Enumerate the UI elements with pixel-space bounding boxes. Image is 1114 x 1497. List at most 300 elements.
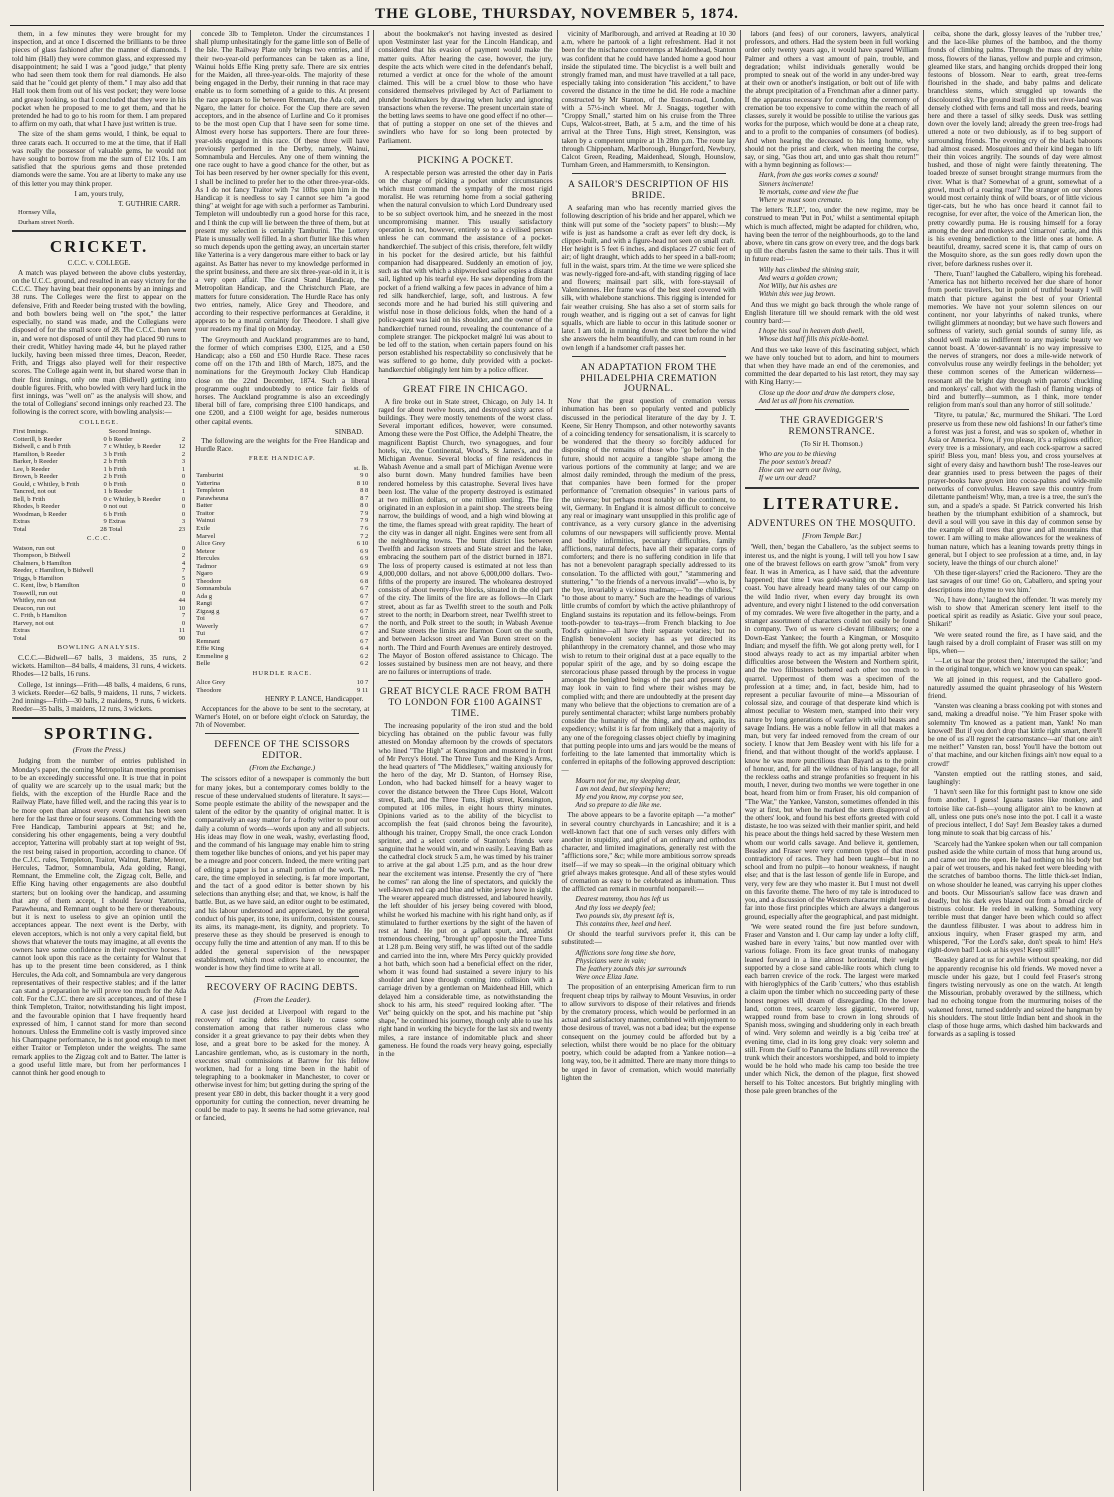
table-cell: Triggs, b Hamilton xyxy=(13,574,64,582)
table-cell: c Whitley, b Reeder xyxy=(108,443,161,451)
table-row xyxy=(195,472,369,480)
table-cell: c Whitley, b Reeder xyxy=(108,495,161,503)
table-row xyxy=(195,495,369,503)
innings-header: Second Innings. xyxy=(108,428,152,436)
fire-text: A fire broke out in State street, Chicago, on July 14. It raged for about twelve hours, and destroyed sixty acres of buildings. They were mostly tenements of the worst class. Several important edifices, however, were consumed. Among these were the Post Office, the Adelphi Theatre, the magnificent Baptist Church, two synagogues, and four hotels, viz, the Continental, Wood's, St James's, and the Michigan Avenue. Several blocks of fine residences in Wabash Avenue and a small part of Michigan Avenue were also burnt down. Many hundred families have been rendered homeless by this catastrophe. Several lives have been lost. The value of the property destroyed is estimated at two million dollars, or one million sterling. The fire originated in an explosion in a paint shop. The streets being narrow, the buildings of wood, and a high wind blowing at the time, the flames spread with great rapidity. The heart of the city was in danger all night. Engines were sent from all the neighbouring towns. The burnt district lies between Twelfth and Jackson streets and State street and the lake, embracing the southern part of the district burned in 1871. The loss of property caused is estimated at not less than 4,000,000 dollars, and not above 6,000,000 dollars. Two-fifths of the property are insured. The wholearea destroyed consists of about twenty-five blocks, situated in the old part of the city. The limits of the fire are as follows—In Clark street, about as far as Twelfth street to the south and Polk street to the north; in Dearborn street, near Twelfth street to the north, and Polk street to the south; in Wabash Avenue and State streets the limits are Harmon Court on the south, and between Jackson street and Van Buren street on the north. The Third and Fourth Avenues are entirely destroyed. The Mayor of Boston offered assistance to Chicago. The losses sustained by business men are not heavy, and there are no failures or interruptions of trade. xyxy=(378,397,553,677)
mosquito-text: '—Let us hear the protest then,' interrupted the sailor; 'and in the original tongue, which we know you can speak.' xyxy=(927,657,1103,674)
scissors-title: DEFENCE OF THE SCISSORS EDITOR. xyxy=(214,740,351,761)
table-cell: Whitley, run out xyxy=(13,597,56,605)
table-cell: 6 7 xyxy=(360,607,369,615)
quote-verse xyxy=(759,389,905,405)
table-row xyxy=(195,578,369,586)
table-cell: 1 xyxy=(103,465,107,473)
table-row xyxy=(195,517,369,525)
table-cell: 2 xyxy=(181,435,186,443)
column-2 xyxy=(191,30,374,1491)
columns xyxy=(8,30,1106,1491)
table-cell: 6 9 xyxy=(360,555,369,563)
letter-signature: T. GUTHRIE CARR. xyxy=(118,200,181,209)
masthead: THE GLOBE, THURSDAY, NOVEMBER 5, 1874. xyxy=(10,3,1104,26)
gravedigger-title: THE GRAVEDIGGER'S REMONSTRANCE. xyxy=(779,415,884,437)
ccc-scorecard xyxy=(12,545,186,643)
verse-line: Ye mortals, come and view the flue xyxy=(758,187,859,196)
table-cell: 0 xyxy=(181,582,186,590)
verse-line: I am not dead, but sleeping here; xyxy=(575,784,671,793)
table-row xyxy=(195,593,369,601)
bowling-header: BOWLING ANALYSIS. xyxy=(57,644,141,652)
debts-source: (From the Leader). xyxy=(253,995,311,1005)
verse-line: If we urn our dead? xyxy=(758,474,816,483)
table-row xyxy=(12,612,186,620)
ccc-header: C.C.C. xyxy=(87,535,112,543)
column-6 xyxy=(924,30,1106,1491)
table-row xyxy=(12,503,186,511)
mosquito-text: 'Vansten was cleaning a brass cooking pot with stones and sand, making a dreadful noise. "Ye him Fraser spoke with solemnity 'I'm knowed as a patient man, Yank! No man knowed! But if you don't drop that kittle right smart, there'll be one of us a'll regret the catrsomstance—an' that one ain't me neither!" Vansten ran, boss! You'll have the bottom out o' that machine, and our kitchen fixings ain't now equal to a crowd!' xyxy=(927,702,1103,768)
table-cell: Extras xyxy=(13,518,30,526)
mosquito-text: 'Scarcely had the Yankee spoken when our tall companion pushed aside the white curtain of moss that hung around us, and came out into the open. He had nothing on his body but a pair of wet trousers, and his naked feet were bleeding with the scratches of bamboo thorns. The little thick-set Indian, on whose shoulder he leaned, was carrying his upper clothes and boots. Our Missourian's sallow face was drawn and deadly, but his dark eyes blazed out from a broad circle of bistrous colour. He reeled in walking. Something very terrible must that danger have been which could so affect the dauntless filibuster. I was about to address him in anxious inquiry, when Fraser grasped my arm, and whispered, "For the Lord's sake, don't speak to him! He's right-down bad! Look at his eyes! Keep still!" xyxy=(927,839,1103,955)
table-cell: 7 9 xyxy=(360,509,369,517)
table-cell: 3 xyxy=(181,458,186,466)
mosquito-text: 'Tityre, tu patulæ,' &c, murmured the Shikari. 'The Lord preserve us from these new old fashions! In our father's time a forest was just a forest, and was so spoken of, whether in Asia or America. Now, if you please, it's a religious edifice; every tree is a missionary, and each cock-sparrow a sacred spirit! Bless you, man! bless you, and cross yourselves at sight of every daisy and hawthorn bush! The rose-leaves our dear grannies used to press between the pages of their prayer-books have grown into cocoa-palms and wide-mile networks of convolvulus. Heaven save this country from dilettante pantheism! Why, man, a tree is a tree, the sun's the sun, and a spade's a spade. St Patrick converted his Irish heathen by the triumphant exhibition of a shamrock, but devil a soul will you save in this day of common sense by the example of all trees that grow and all mountains that tower. I am willing to make allowances for the weakness of human nature, which has a leaning towards pretty things in general, but I object to see profession at a time, and, in lay society, leave the things of our church alone!' xyxy=(927,411,1103,567)
debts-text: A case just decided at Liverpool with regard to the recovery of racing debts is likely to cause some consternation among that rather numerous class who consider it a great grievance to pay their debts when they lose, and a great bore to be asked for the money. A Lancashire gentleman, who, as is customary in the north, executes small commissions at Barrow for his fellow workmen, had for a long time been in the habit of telegraphing to a bookmaker in Manchester, to cover or otherwise invest for him; but getting during the spring of the present year £80 in debt, this backer thought it a very good opportunity for cutting the connection, never dreaming he could be made to pay. It seems he had some grievance, real or fancied, xyxy=(195,1007,370,1123)
mosquito-text: 'There, Tuan!' laughed the Caballero, wiping his forehead. 'America has not hitherto received her due share of honor from poetic travellers, but in point of truthful beauty I will match that picture against the best of your Oriental memories. We have not your solemn silences on our continent, nor your labyrinths of naked trunks, where twilight glimmers at noonday; but we have such flowers and softness of variety, such genial sounds of sunny life, as should well make us indifferent to any majestic beauty we cannot boast. A 'dower-savannah' is no way impressive to the nerves of strangers, nor does a mile-wide network of convolvulus rouse any weirdly feelings in the beholder; yet these common scenes of the American wilderness—resonant all the bright day through with parrots' chuckling and monkeys' call, shot with the flash of flaming wings of bird and butterfly—summon, as I think, more tender religion from man's soul than any horror of still solitude.' xyxy=(927,269,1103,410)
table-row xyxy=(12,473,186,481)
verse-line: And thy loss we deeply feel; xyxy=(575,903,656,912)
table-cell: 3 xyxy=(103,450,107,458)
table-cell: Extras xyxy=(13,627,30,635)
verse-line: Afflictions sore long time she bore, xyxy=(575,948,676,957)
table-cell: Barker, b Reeder xyxy=(13,458,58,466)
table-row xyxy=(12,511,186,519)
table-cell: Tamburini xyxy=(196,472,224,480)
divider xyxy=(755,409,909,410)
divider xyxy=(388,149,542,150)
table-cell: 6 8 xyxy=(360,577,369,585)
verse-line: And let us all from his cremation. xyxy=(758,396,855,405)
table-cell: Chalmers, b Hamilton xyxy=(13,559,72,567)
table-row xyxy=(195,510,369,518)
letter-text: The size of the sham gems would, I think, be equal to three carats each. It occurred to me at the time, that if Hall was really the possessor of valuable gems, he would not have sought to borrow from me the sum of £12 10s. I am satisfied that the spurious gems and those pretended diamonds were the same. You are at liberty to make any use of this letter you may think proper. xyxy=(12,130,187,188)
table-cell: 10 7 xyxy=(356,679,369,687)
mosquito-text: 'We were seated round the fire just before sundown, Fraser and Vanston and I. Our camp lay under a lofty cliff, washed bare in every 'rains,' but now mantled over with various foliage. From its face great trunks of mahogany leaned forward in a line almost horizontal, their weight supported by a close sand cable-like roots which clung to each barren crevice of the rock. The largest were marked with hieroglyphics of the Carib 'cutters,' who thus establish a claim upon the timber which no succeeding party of these honest negroes will dream of disregarding. On the lower land, cotton trees, scarcely less gigantic, towered up, wrapped round from base to crown in long shrouds of Spanish moss, swinging and shuddering only in each breath of wind. Very solemn and weirdly is a big 'ceiba tree' at evening time, clad in its long grey cloak: very solemn and still. From the Gulf to Panama the Indians still reverence the trunk which their ancestors worshipped, and bold to impiety would be he hold who made his camp too beside the tree under which Nick, the demon of the plague, first showed herself to his Toltec ancestors. But brightly mingling with those pale green branches of the xyxy=(744,922,919,1095)
table-cell: b Frith xyxy=(108,465,127,473)
table-row xyxy=(12,436,186,444)
table-row xyxy=(195,679,369,687)
verse-line: Mourn not for me, my sleeping dear, xyxy=(575,776,681,785)
table-cell: b Reeder xyxy=(108,435,133,443)
table-cell: 2 xyxy=(103,458,107,466)
table-row xyxy=(195,600,369,608)
verse-line: My end you know, my corpse you see, xyxy=(575,793,684,801)
table-cell: 0 xyxy=(181,503,186,511)
table-cell: Traitor xyxy=(196,509,215,517)
table-cell: Woodman, b Reeder xyxy=(13,510,67,518)
epitaph-verse xyxy=(576,949,722,982)
scissors-text: The scissors editor of a newspaper is commonly the butt for many jokes, but a contemporary comes boldly to the rescue of these undervalued students of literature. It says:—Some people estimate the ability of the newspaper and the talent of the editor by the quantity of original matter. It is comparatively an easy matter for a frothy writer to pour out daily a column of words—words upon any and all subjects. His ideas may flow in one weak, washy, everlasting flood, and the command of his language may enable him to string them together like bunches of onions, and yet his paper may be a meagre and poor concern. Indeed, the mere writing part of editing a paper is but a small portion of the work. The care, the time employed in selecting, is far more important, and the tact of a good editor is better shown by his selections than anything else; and that, we know, is half the battle. But, as we have said, an editor ought to be estimated, and his labour understood and appreciated, by the general conduct of his paper, its tone, its uniform, consistent course, its aims, its manage-ment, its dignity, and propriety. To preserve these as they should be preserved is enough to occupy fully the time and attention of any man. If to this be added the general supervision of the newspaper establishment, which most editors have to encounter, the wonder is how they find time to write at all. xyxy=(195,775,370,973)
table-cell: Deacon, run out xyxy=(13,604,56,612)
college-header: COLLEGE. xyxy=(79,418,119,426)
table-cell: Total xyxy=(13,634,27,642)
table-row xyxy=(12,552,186,560)
table-cell: 6 9 xyxy=(360,570,369,578)
pocket-title: PICKING A POCKET. xyxy=(417,155,514,166)
mosquito-text: 'Well, then,' began the Caballero, 'as the subject seems to interest us, and the night is young, I will tell you how I saw one of the bravest fellows on earth grow "smok" from very fear. It was in America, as I have said, that the adventure happened; that time I was gold-washing on the Mosquito coast. You have already heard many tales of our camp on the wild Indio river, when every day brought its own adventure, and every night I listened to the odd conversation of my comrades. We were five altogether in the party, and a stranger assortment of characters could not easily be found in company. Two of us were ci-devant filibusters; one a Down-East Yankee; the fourth a Kingman, or Mosquito Indian; and myself the fifth. We got along pretty well, for I stood always ready to act as my impartial arbiter when difficulties arose between the Western and Northern spirit, and the two filibusters bothered each other too much to quarrel. Uppermost of them was a specimen of the profession at a time; and, in fact, beside him, had to represent a peculiar favourite of mine—a Missourian of colossal size, and courage of that desperate kind which is almost peculiar to Western men, stamped into their very nature by long generations of warfare with wild beasts and savage Indians. He was a noble fellow in all that makes a man, but very far indeed removed from the cream of our society. I know that Jem Beasley went with his life for a friend, and that without thought of the world's applause. I know he was more punctilious than Bayard as to the point of honour, and, for all the wildness of his language, for all the reckless oaths and strange profanities so frequent in his mouth, I never, during two months we were together in one boat, heard from him or from Fraser, his old companion of "The War," the Yankee, Vanston, sometimes offended in this way at first, but when he marked the stern disapproval of the others' look, and found his best efforts greeted with cold distaste, he too was seized with their manlier spirit, and held his peace about the things held sacred by these Western men whom our world calls savage. And believe it, gentlemen, Beasley and Fraser were very common types of that most contradictory of races. They had been taught—but in no school and from no pulpit—to honour weakness, if naught else; and that is the last lesson of gentle life in Europe, and very, very few are they who master it. But I must not dwell on this favorite theme. The hero of my tale is introduced to you, and a discussion of the Western character might lead us far into those first principles which are always a dangerous ground, especially after the geographical, and past midnight. xyxy=(744,543,919,921)
table-cell: 6 7 xyxy=(360,622,369,630)
mosquito-text: We all joined in this request, and the Caballero good-naturedly assumed the quaint phraseology of his Western friend. xyxy=(927,675,1103,701)
cricket-report: A match was played between the above clubs yesterday, on the U.C.C. ground, and resulted in an easy victory for the C.C.C. They having beat their opponents by an innings and 38 runs. The Colleges were the first to appear on the defensive, Frith and Reeder being trusted with the bowling, and both bowlers being well on "the spot," the latter especially, no stand was made, and the Collegians were disposed of for the small score of 28. The C.C.C. then went in, and were not disposed of until they had placed 90 runs to their credit, Whitley having made 44, but he played rather luckily, having been missed three times, Deacon, Reeder, Frith, and Triggs also played well for their respective scores. The College again went in, but shared worse than in their first innings, only one man (Bidwell) getting into double figures. Frith, who bowled with very hard luck in the first innings, was "well on" as the analysis will show, and the total of Collegians' second innings only reached 23. The following is the correct score, with bowling analysis:— xyxy=(12,268,187,417)
epitaph-verse xyxy=(759,327,905,343)
table-cell: Tadmor xyxy=(196,562,217,570)
table-row xyxy=(195,687,369,695)
table-cell: Exile xyxy=(196,525,211,532)
epitaph-verse xyxy=(576,777,722,810)
weights-intro: The following are the weights for the Free Handicap and Hurdle Race. xyxy=(195,436,370,454)
hymn-verse xyxy=(759,171,905,204)
table-cell: 0 xyxy=(103,480,107,488)
table-cell: Meteor xyxy=(196,547,216,555)
table-cell: 0 xyxy=(181,510,186,518)
mosquito-source: [From Temple Bar.] xyxy=(801,530,862,540)
mosquito-text: 'We were seated round the fire, as I have said, and the laugh raised by a droll complaint of Fraser was still on my lips, when— xyxy=(927,630,1103,656)
table-row xyxy=(195,570,369,578)
verse-line: How can we earn our living, xyxy=(758,466,841,475)
table-cell: 1 xyxy=(103,488,107,496)
divider xyxy=(12,717,186,719)
cremation-text: The above appears to be a favorite epitaph —"a mother" in several country churchyards in Lancashire; and it is a well-known fact that one of such verses only differs with another in stupidity, and grief of an ordinary and orthodox character, and limited imaginations, generally rest with the "afflictions sore," &c; while more ambitious sorrow spreads itself—if we may so speak—in the original obituary which grief always makes grotesque. And all of these styles would of cremation as easy to be celebrated as inhumation. Thus the afflicted can remark in mournful nonpareil:— xyxy=(561,811,736,894)
table-cell: Theodore xyxy=(196,577,222,585)
verse-line: Sinners incinerate! xyxy=(758,179,814,188)
fire-title: GREAT FIRE IN CHICAGO. xyxy=(403,384,528,395)
table-cell: not out xyxy=(108,503,128,511)
table-cell: Ada g xyxy=(196,592,213,600)
verse-line: And so prepare to die like me. xyxy=(575,801,662,810)
free-handicap-table xyxy=(195,465,369,668)
table-cell: 2 xyxy=(103,473,107,481)
table-cell: 2 xyxy=(181,552,186,560)
sporting-text: Judging from the number of entries published in Monday's paper, the coming Metropolitan meeting promises to be an exceedingly successful one. It is true that in point of quality we are scarcely up to the usual mark; but the fields, with the exception of the Hurdle Race and the Railway Plate, have filled well, and the racing this year is to be more open than almost every event that has been seen here for the last three or four seasons. Commencing with the Free Handicap, Tamburini appears at 9st; and he, considering his other engagements, being a very doubtful acceptor, Yatterina will probably start at top weight of 9st, the rest being raised in proportion, according to chance. Of the C.J.C. rules, Templeton, Traitor, Walnut, Batter, Meteor, Hercules, Tadmor, Somnambula, Ada golding, Rangi, Remnant, the Emmeline colt, the Zigzag colt, Belle, and Effie King having other engagements are also doubtful starters; but on looking over the handicap, and assuming that any of them accept, I should favour Yatterina, Parawheuna, and Remnant ought to be there or thereabouts; but it is next to useless to give an opinion until the acceptances appear. The next event is the Derby, with eleven acceptors, which is not only a very capital field, but shows that whatever the touts may imagine, at all events the owners have some confidence in their respective horses. I cannot look upon this race as the certainty for Walnut that has up to the present time been considered, as I think Hercules, the Ada colt, and Somnambula are very dangerous representatives of their respective stables; and if the latter can stand a preparation he will prove too much for the Ada colt. For the C.J.C. there are six acceptances, and of these I think Templeton, Traitor, notwithstanding his light impost, and the favourable opinion that I have frequently heard expressed of him, I cannot stand for more than second honours. Unless the Emmeline colt is vastly improved since his Champagne performance, he is not good enough to meet either Traitor or Templeton under the weights. The same remark applies to the Zigzag colt and to Batter. The latter is a good useful little mare, but from her performances I cannot think her good enough to xyxy=(12,757,187,1078)
table-cell: 6 9 xyxy=(360,562,369,570)
verse-line: The poor sexton's bread? xyxy=(758,458,832,466)
mosquito-text: 'No, I have done,' laughed the offender. 'It was merely my wish to show that American scenery lent itself to the poetical spirit as readily as Asiatic. Give your soul peace, Shikari!' xyxy=(927,595,1103,629)
hurdle-race-header: HURDLE RACE. xyxy=(252,669,313,677)
table-cell: 8 0 xyxy=(360,502,369,510)
table-row xyxy=(12,575,186,583)
table-cell: Templeton xyxy=(196,487,225,495)
table-cell: Total xyxy=(108,525,123,533)
verse-line: Not Willy, but his ashes are xyxy=(758,282,838,291)
table-row xyxy=(12,567,186,575)
table-cell: Harvey, not out xyxy=(13,619,54,627)
table-row xyxy=(195,540,369,548)
cremation-title: AN ADAPTATION FROM THE PHILADELPHIA CREMATION JOURNAL. xyxy=(580,362,718,395)
divider xyxy=(12,230,186,232)
table-row xyxy=(12,488,186,496)
bicycle-text: The increasing popularity of the iron stud and the bold bicycling has obtained on the public favour was fully attested on Monday afternoon by the crowds of spectators who lined "The High" at Kensington and mustered in front of Mr Percy's Hotel. The Three Tuns and the King's Arms, the head quarters of "The Middlesex," waiting anxiously for the hero of the day, Mr D. Stanton, of Hornsey Rise, London, who had backed himself for a heavy wager to cover the distance between the Three Cups Hotel, Walcott street, Bath, and the Three Tuns, High street, Kensington, computed at 106 miles, in eight hours thirty minutes. Opinions varied as to the ability of the bicyclist to accomplish the feat (said chronos being the favourite), although his trainer, Croppy Small, the once crack London sprinter, and a select coterie of Stanton's friends were sanguine that he would win, and win easily. Leaving Bath as the cathedral clock struck 5 a.m, he was timed by his trainer to arrive at the gal about 1.25 p.m, and as the hour drew near the excitement was intense. Presently the cry of "here he comes" ran along the line of spectators, and quickly the well-known red cap and blue and white jersey hove in sight. The wearer appeared much distressed, and laboured heavily, the left shoulder of his jersey being covered with blood, whilst he worked his machine with his right hand only, as if stimulated to further exertions by the sight of the haven of rest at hand. He put on a gallant spurt, and, amidst tremendous cheering, "brought up" opposite the Three Tuns at 1.28 p.m. Being very stiff, he was lifted out of the saddle and carried into the inn, where Mrs Percy quickly provided a hot bath, which soon had a beneficial effect on the rider, whom it was found had sustained a severe injury to his shoulder and knee through coming into collision with a carriage driven by a gentleman on Maidenhead Hill, which delayed him a considerable time, as notwithstanding the shock to his arm, his steed" required looking after. "The Vet" being quickly on the spot, and his machine put "ship shape," he continued his journey, though only able to use his right hand in working the bicycle for the last six and twenty miles, a rare instance of indomitable pluck and sheer gameness. He found the roads very heavy going, especially in the xyxy=(378,721,553,1059)
table-cell: C. Frith, b Hamilton xyxy=(13,612,67,620)
table-cell: 6 4 xyxy=(360,645,369,653)
table-row xyxy=(195,548,369,556)
table-row xyxy=(195,487,369,495)
table-cell: Somnambula xyxy=(196,585,231,593)
table-cell: Bell, b Frith xyxy=(13,495,46,503)
table-cell: Alice Grey xyxy=(196,540,226,548)
table-cell: b Frith xyxy=(108,450,127,458)
bicycle-text: vicinity of Marlborough, and arrived at Reading at 10 30 a.m, where he partook of a light refreshment. Had it not been for the mischance contretemps at Maidenhead, Stanton was confident that he could have landed home a good hour inside the stipulated time. The bicyclist is a well built and strongly framed man, and must have travelled at a tall pace, especially taking into consideration "his accident," to have covered the distance in the time he did. He rode a machine constructed by Mr Stanton, of the Euston-road, London, with a 57½-inch wheel. Mr J. Snaggs, together with "Croppy Small," started him on his cruise from the Three Cups, Walcot-street, Bath, at 5 a.m, and the time of his arrival at the Three Tuns, High street, Kensington, was taken by a competent umpire at 1h 28m p.m. The route lay through Chippenham, Marlborough, Hungerford, Newbury, Calcot Green, Reading, Maidenhead, Slough, Hounslow, Turnham Green, and Hammersmith, to Kensington. xyxy=(561,30,736,170)
acceptance-note: Acceptances for the above to be sent to the secretary, at Warner's Hotel, on or before eight o'clock on Saturday, the 7th of November. xyxy=(195,704,370,729)
table-cell: b Reeder xyxy=(108,488,133,496)
table-row xyxy=(195,623,369,631)
mosquito-text: ceiba, shone the dark, glossy leaves of the 'rubber tree,' and the lace-like plumes of the bamboo, and the thorny fronds of climbing palms. Through the mass of dry white moss, flowers of the lianas, yellow and purple and crimson, gleamed like stars, and hanging orchids dropped their long festoons of blossom. Near to earth, great tree-ferns flourished in the shade, and baby palms and delicate branchless stems, which struggled up towards the discoloured sky. The ground itself in this wet river-land was densely clothed with ferns and tall moss and reeds, bearing here and there a tassel of silky seeds. Dusk was settling down over the lovely land; already the green tree-frogs had uttered a note or two dubiously, as if to beg support of surrounding friends. The evening cry of the black baboons had almost ceased. Mosquitoes and their kind began to lift their thin voices angrily. The sounds of day were almost hushed, and those of night were faintly threatening. The loaded breeze of sunset brought strange murmurs from the river. What is that? Somewhat of a grunt, somewhat of a growl, much of a roaring roar? The stranger on our shores would most certainly think of wild boars, or of little vicious tiger-cats, but he who has once heard it cannot fail to recognise, for ever after, the voice of the American lion, the pretty cowardly puma. He is rousing himself for a foray among the deer and monkeys and 'cimarron' cattle, and this is his evening benediction to the little ones at home. A beautiful, dreamy, sacred scene it is, that camp of ours on the Mosquito shore, as the sun goes redly down upon the river, before darkness rushes over it. xyxy=(927,30,1103,268)
verse-line: And wears a golden crown; xyxy=(758,273,838,282)
debts-text: about the bookmaker's not having invested as desired upon Vestminster last year for the Lincoln Handicap, and considered that his evasion of payment would make the matter quits. After hearing the case, however, the jury, despite the acts which were cited in the defendant's behalf, returned a verdict at once for the whole of the amount claimed. This will be a cruel blow to those who have considered themselves privileged by Act of Parliament to plunder bookmakers by drawing when lucky and ignoring transactions when the reverse. The present uncertain state of the betting laws seems to have one good effect if no other—that of putting a stopper on one set of the thieves and swindlers who have for so long been protected by Parliament. xyxy=(378,30,553,145)
table-cell: Watson, run out xyxy=(13,544,55,552)
table-cell: 6 7 xyxy=(360,637,369,645)
sailor-text: A seafaring man who has recently married gives the following description of his bride and her apparel, which we think will put some of the "society papers" to blush:—My wife is just as handsome a craft as ever left dry dock, is clipper-built, and with a figure-head not seen on small craft. Her height is 5 feet 6 inches, and displaces 27 cubic feet of air; of light draught, which adds to her speed in a ball-room; full in the waist, spars trim. At the time we were spliced she was newly-rigged fore-and-aft, with standing rigging of lace and flowers; mainsail part silk, with fore-staysail of Valenciennes. Her frame was of the best steel covered with silk, with whalebone stanchions. This rigging is intended for fair weather cruising. She has also a set of storm sails for rough weather, and is rigging out a set of canvas for light squalls, which are liable to occur in this latitude sooner or later. I am told, in running down the street before the wind she answers the helm beautifully, and can turn round in her own length if a handsomer craft passes her. xyxy=(561,204,736,352)
verse-line: This contains thee, heel and heel. xyxy=(575,920,672,929)
cremation-text: And thus we might go back through the whole range of English literature till we should remark with the old west country bard:— xyxy=(744,300,919,325)
table-row xyxy=(195,645,369,653)
hurdle-race-table xyxy=(195,679,369,694)
table-cell: 6 2 xyxy=(360,652,369,660)
mosquito-text: 'I havn't seen like for this fortnight past to know one side from another, I guess! Iguana tastes like monkey, and tortoise like cat-fish—young alligator ain't to be known at all, unless one puts one's nose into the pot. I call it a waste of precious intellect, I do! Say! Jem Beasley takes a durned long minute to soak that big carcass of his.' xyxy=(927,788,1103,838)
sailor-title: A SAILOR'S DESCRIPTION OF HIS BRIDE. xyxy=(568,180,730,202)
table-cell: b Frith xyxy=(108,510,127,518)
debts-title: RECOVERY OF RACING DEBTS. xyxy=(206,983,358,994)
letter-address: Hornsey Villa, xyxy=(18,209,57,217)
table-cell: 6 xyxy=(103,510,107,518)
verse-line: Who are you to be thieving xyxy=(758,449,837,458)
cremation-text: The proposition of an enterprising American firm to run frequent cheap trips by railway to Mount Vesuvius, in order to allow survivors to dispose of their relatives and friends by the crematory process, which would be performed in an actual and satisfactory manner, combined with enjoyment to those desirous of travel, was not a bad idea; but the expense consequent on the journey could be afforded but by a selection, whilst there would be no place for the obituary poetry, which could be adapted from a Yankee notion—a long way, too, be it admitted. There are many more things to be urged in favor of cremation, which would materially lighten the xyxy=(561,983,736,1082)
verse-line: Two pounds six, thy present left is, xyxy=(575,911,675,920)
table-cell: Brown, b Reeder xyxy=(13,473,58,481)
table-cell: 0 xyxy=(103,495,107,503)
table-cell: 9 xyxy=(103,518,107,526)
gravedigger-verse xyxy=(759,450,905,483)
verse-line: Dearest mammy, thou has left us xyxy=(575,895,670,904)
table-cell: 7 6 xyxy=(360,525,369,532)
table-cell: 6 7 xyxy=(360,585,369,593)
table-cell: 1 xyxy=(181,465,186,473)
cremation-text: Or should the tearful survivors prefer it, this can be substituted:— xyxy=(561,930,736,947)
cremation-text: Now that the great question of cremation versus inhumation has been so popularly vented and publicly discussed in the periodical literature of the day by J. T. Keene, Sir Henry Thompson, and other noteworthy savants of a coinciding tendency for sensationalism, it is scarcely to be wondered that the theory so forcibly adduced for disposing of the remains of those who "go before" in the future, should not acquire a tangible shape among the various portions of the community at large; and we are almost daily reminded, through the medium of the press, that companies have been formed for the proper performance of "cremation obsequies" in various parts of the universe; but perhaps most notably on the continent, to wit, Germany. In England it is almost difficult to conceive any real or imaginary want unsupplied in this prolific age of contrivance, as a very cursory glance in the advertising columns of our newspapers will sufficiently prove. Mental and bodily infirmities, pecuniary difficulties, family afflictions, natural defects, have all their separate corps of comforters; and there is no suffering condition in life that has not a benevolent paragraph specially addressed to its consolation. To the afflicted with gout," "stammering and stuttering," "to the friends of a nervous invalid"—who is, by the bye, invariably a vicious madman;—"to the childless," "to those about to marry." Such are the headings of various little crumbs of comfort by which the active philanthropy of England sustains its reputation and its fellow-beings. From tooth-powder to tea-trays—from French blacking to Joe Todd's quinine—all have their separate votaries; but no English benevolent society has as yet directed its philanthropy in the crematory channel, and those who may wish to return to their original dust at a pace equally to the popular spirit of the age, and by so doing escape the stercoracious phase passed through by the process in vogue amongst the benighted beings of the past and present day, may look in vain to find where their wishes may be complied with; and there are undoubtedly at the present day many who believe that the objections to cremation are of a purely sentimental character; whilst large numbers probably consider the humanity of the thing, and others, again, its expediency; whilst it is far from unlikely that a majority of any one of the foregoing classes object chiefly by imagining that putting people into urns and jars would be the means of forfeiting to the late lamented that immortality which is conferred in epitaphs of the following approved description:— xyxy=(561,397,736,775)
table-cell: Alice Grey xyxy=(196,679,226,687)
table-cell: Emmeline g xyxy=(196,652,229,660)
scissors-source: (From the Exchange.) xyxy=(249,762,316,772)
table-row xyxy=(195,638,369,646)
free-handicap-header: FREE HANDICAP. xyxy=(248,455,316,463)
table-row xyxy=(195,660,369,668)
table-row xyxy=(12,590,186,598)
table-row xyxy=(12,582,186,590)
table-cell: 6 7 xyxy=(360,630,369,638)
column-3 xyxy=(374,30,557,1491)
verse-line: Physicians were in vain; xyxy=(575,956,647,965)
table-row xyxy=(195,533,369,541)
table-cell: 8 10 xyxy=(356,479,369,487)
table-row xyxy=(12,466,186,474)
table-cell: Tosswill, run out xyxy=(13,589,58,597)
column-5 xyxy=(741,30,924,1491)
table-cell: 6 2 xyxy=(360,660,369,668)
table-cell: Belle xyxy=(196,660,211,668)
table-cell: Zigzag g xyxy=(196,607,220,615)
table-cell: Gould, c Whitley, b Frith xyxy=(13,480,80,488)
verse-line: Were once Eliza Jane. xyxy=(575,973,639,982)
table-row xyxy=(12,458,186,466)
cricket-subtitle: C.C.C. v. COLLEGE. xyxy=(67,258,131,267)
table-cell: b Frith xyxy=(108,480,127,488)
table-cell: 9 11 xyxy=(357,686,369,694)
divider xyxy=(388,378,542,379)
table-cell: 7 xyxy=(103,443,107,451)
table-cell: Yatterina xyxy=(196,479,221,487)
table-row xyxy=(12,620,186,628)
table-cell: Reeder, c Hamilton, b Bidwell xyxy=(13,567,94,575)
table-cell: 44 xyxy=(178,597,186,605)
total-row xyxy=(12,526,186,534)
table-row xyxy=(195,502,369,510)
table-row xyxy=(12,451,186,459)
verse-line: The feathery zounds this jar surrounds xyxy=(575,965,687,974)
divider xyxy=(572,356,726,357)
verse-line: Close up the door and draw the dampers close, xyxy=(758,388,895,397)
verse-line: Whose dust half fills this pickle-bottel. xyxy=(758,335,869,344)
epitaph-verse xyxy=(759,266,905,299)
table-cell: 7 xyxy=(181,567,186,575)
cremation-text: And thus we take leave of this fascinating subject, which we have only touched but to adorn, and hint to mourners that when they have made an end of the ceremonies, and committed the dear departed to his last retort, they may say with King Harry:— xyxy=(744,345,919,387)
table-row xyxy=(12,560,186,568)
pocket-text: A respectable person was arrested the other day in Paris on the charge of picking a pocket under circumstances which must command the sympathy of the most rigid moralist. He was returning home from a social gathering when the natural convulsion to which Lord Dundreary used to be so subject overtook him, and he sneezed in the most uncompromising manner. This usually satisfactory operation is not, however, entirely so to a civilised person unless he can command the assistance of a pocket-handkerchief. The subject of this crisis, therefore, felt wildly in his pocket for the desired article, but his faithful companion had disappeared. Suddenly an emotion of joy, such as that with which a shipwrecked sailor espies a distant sail, lighted up his tearful eye. He saw depending from the pocket of a friend walking a few paces in advance of him a red silk handkerchief, large, soft, and lustrous. A few seconds more and he had buried his still quivering and wistful nose in those delicious folds, when the hand of a police-agent was laid on his shoulder, and the owner of the handkerchief turned round, revealing the countenance of a complete stranger. The pickpocket malgré lui was about to be led off to the station, when certain papers found on his person established his respectability so conclusively that he was suffered to go home, duly provided with a pocket-handkerchief obligingly lent him by a police officer. xyxy=(378,168,553,374)
table-cell: Lee, b Reeder xyxy=(13,465,50,473)
table-row xyxy=(195,480,369,488)
table-cell: 7 2 xyxy=(360,532,369,540)
sporting-signature: SINBAD. xyxy=(334,427,364,436)
table-cell: 0 xyxy=(181,480,186,488)
table-cell: 6 7 xyxy=(360,600,369,608)
table-row xyxy=(12,443,186,451)
gravedigger-dedication: (To Sir H. Thomson.) xyxy=(800,439,863,448)
table-cell: 90 xyxy=(178,634,186,642)
table-cell: Waverly xyxy=(196,622,219,630)
table-cell: 1 xyxy=(181,488,186,496)
table-cell: 4 xyxy=(181,559,186,567)
unit-header: st. lb. xyxy=(353,464,369,472)
table-cell: 8 7 xyxy=(360,494,369,502)
table-cell: 5 xyxy=(181,574,186,582)
mosquito-text: 'Oh these tiger-slayers!' cried the Racionero. 'They are the last savages of our time! Go on, Caballero, and spring your descriptions into rhyme to vex him.' xyxy=(927,569,1103,594)
table-cell: 3 xyxy=(181,518,186,526)
sporting-source: (From the Press.) xyxy=(72,744,126,754)
innings-header: First Innings. xyxy=(13,428,49,436)
mosquito-text: 'Beasley glared at us for awhile without speaking, nor did he apparently recognise his old friends. We moved never a muscle under his gaze, but I could feel Fraser's strong fingers twisting nervously as one on the watch. At length the Missourian, probably overawed by the stillness, which had no echoing tongue from the murmuring noises of the wakened forest, turned suddenly and seized the hangman by his shoulders. The stout little Indian bent and shook in the clasp of those huge arms, which dashed him backwards and forwards as a sapling is tossed xyxy=(927,956,1103,1039)
table-row xyxy=(12,518,186,526)
handicapper-signature: HENRY P. LANCE, Handicapper. xyxy=(264,695,364,704)
table-cell: 0 xyxy=(181,619,186,627)
table-cell: Rhodes, b Reeder xyxy=(13,503,60,511)
table-row xyxy=(12,597,186,605)
table-row xyxy=(12,627,186,635)
table-row xyxy=(195,653,369,661)
sporting-text: concede 3lb to Templeton. Under the circumstances I shall plump unhesitatingly for the game little son of Belle of the Isle. The Railway Plate only brings two entries, and if their two-year-old performances can be taken as a line, Wainui holds Effie King pretty safe. There are six entries for the Maiden, all three-year-olds. The majority of these being engaged in the Derby, their running in that race may enable us to form something of a guide to this. At present the race appears to lie between Remnant, the Ada colt, and Ngaro, the latter for choice. For the Cup there are seven acceptors, and in the absence of Lurline and Co it promises to be the most open Cup that I have seen for some time. Almost every horse has supporters. There are four three-year-olds engaged in this race. Of these three will have previously performed in the Derby, namely, Wainui, Somnambula and Hercules. Any one of them winning the one race ought to have a good chance for the other, but as Toi has been reserved by her owner specially for this event, I shall be inclined to prefer her to the other three-year-olds. As I do not fancy Traitor with 7st 10lbs upon him in the Handicap it is needless to say I cannot see him "a good thing" at weight for age with such a performer as Tamburini. Templeton will undoubtedly run a good horse for this race, and I think the cup will lie between the three of them, but at present my selection is certainly Tamburini. The Lottery Plate is unusually well filled. In a short flutter like this when so much depends upon the getting away, an uncertain starter like Yatterina is a very dangerous mare either to back or lay against. As Batter has never to my knowledge performed in the sprint business, and there are six three-year-old in it, it is a very open affair. The Grand Stand Handicap, the Metropolitan Handicap, and the Christchurch Plate, are matters for future consideration. The Hurdle Race has only two entries, namely, Alice Grey and Theodore, and according to their respective performances at Geraldine, it appears to be a moral certainty for Theodore. I shall give your readers my final tip on Monday. xyxy=(195,30,370,334)
table-cell: 0 xyxy=(181,589,186,597)
college-scorecard xyxy=(12,428,186,533)
table-row xyxy=(195,555,369,563)
table-cell: Theodore xyxy=(196,686,222,694)
table-cell: Parawheuna xyxy=(196,494,229,502)
table-row xyxy=(195,585,369,593)
table-cell: 6 10 xyxy=(356,540,369,548)
table-cell: Hercules xyxy=(196,555,220,563)
epitaph-verse xyxy=(576,895,722,928)
table-cell: 0 xyxy=(181,495,186,503)
table-cell: Effie King xyxy=(196,645,225,653)
table-row xyxy=(195,525,369,533)
divider xyxy=(572,173,726,174)
table-cell: b Frith xyxy=(108,473,127,481)
table-cell: 8 8 xyxy=(360,487,369,495)
table-row xyxy=(12,605,186,613)
verse-line: Hark, from the gas works comes a sound! xyxy=(758,171,879,180)
divider xyxy=(388,680,542,681)
verse-line: Within this wee jug brown. xyxy=(758,290,836,299)
table-cell: C. Kent, lbw, b Hamilton xyxy=(13,582,80,590)
sporting-text: The Greymouth and Auckland programmes are to hand, the former of which comprises £300, £125, and a £50 Handicap; also a £60 and £50 Hurdle Race. These races come off on the 17th and 18th of March, 1875, and the nominations for the Greymouth Jockey Club Handicap close on the 22nd December, 1874. Such a liberal programme ought undoubtedly to entice fair fields of horses. The Auckland programme is also an exceedingly liberal bill of fare, comprising three £100 handicaps, and one £200, and a £100 weight for age, besides numerous other capital events. xyxy=(195,335,370,426)
cremation-text: labors (and fees) of our coroners, lawyers, analytical professors, and others. Had the system been in full working order only twenty years ago, it would have spared William Palmer and others a vast amount of pain, trouble, and degradation; whilst individuals generally would be prompted to sneak out of the world in any under-bred way at their own or another's instigation, or bolt out of life with the abrupt precipitation of a Frenchman after a dinner party. If the apparatus necessary for conducting the ceremony of cremation be too expensive to come within the reach of all classes, surely it would be possible to utilise the various gas works for the purpose, which would be done at a cheap rate, and to a profit to the companies of consumers (of bodies). And when hearing the deceased to his long home, why should not the priest and clerk, when meeting the corpse, say, or sing, "Gas thou art, and unto gas shalt thou return!" with a hymn beginning as follows:— xyxy=(744,30,919,170)
table-cell: Cotterill, b Reeder xyxy=(13,435,62,443)
table-cell: 6 7 xyxy=(360,592,369,600)
table-cell: Ngaro xyxy=(196,570,213,578)
table-cell: 12 xyxy=(178,443,186,451)
table-cell: 0 xyxy=(103,503,107,511)
total-row xyxy=(12,635,186,643)
bowling-analysis: College, 1st innings—Frith—48 balls, 4 maidens, 6 runs, 3 wickets. Reeder—62 balls, 9 maidens, 11 runs, 7 wickets. 2nd innings—Frith—30 balls, 2 maidens, 9 runs, 6 wickets. Reeder—35 balls, 3 maidens, 12 runs, 3 wickets. xyxy=(12,680,187,714)
table-cell: 10 xyxy=(178,604,186,612)
table-cell: 2 xyxy=(181,450,186,458)
sporting-title: SPORTING. xyxy=(43,724,155,744)
column-1 xyxy=(8,30,191,1491)
letter-address: Durham street North. xyxy=(18,218,75,226)
table-cell: 0 xyxy=(103,435,107,443)
table-cell: Wainui xyxy=(196,517,216,525)
mosquito-text: 'Vansten emptied out the rattling stones, and said, laughingly: xyxy=(927,769,1103,787)
cricket-title: CRICKET. xyxy=(49,237,149,257)
bicycle-title: GREAT BICYCLE RACE FROM BATH TO LONDON FOR £100 AGAINST TIME. xyxy=(379,687,552,720)
verse-line: I hope his soul in heaven doth dwell, xyxy=(758,327,865,336)
table-row xyxy=(195,608,369,616)
table-row xyxy=(12,545,186,553)
table-cell: Marvel xyxy=(196,532,216,540)
table-row xyxy=(12,481,186,489)
mosquito-title: ADVENTURES ON THE MOSQUITO. xyxy=(747,518,916,529)
table-cell: Hamilton, b Reeder xyxy=(13,450,65,458)
table-cell: 6 7 xyxy=(360,615,369,623)
table-cell: Remnant xyxy=(196,637,220,645)
table-cell: 23 xyxy=(178,525,186,533)
divider xyxy=(205,733,359,734)
table-cell: 11 xyxy=(178,627,186,635)
table-cell: Tancred, not out xyxy=(13,488,56,496)
literature-title: LITERATURE. xyxy=(763,493,901,513)
cremation-text: The letters 'R.I.P.', too, under the new regime, may be construed to mean 'Put in Pot,' whilst a sentimental epitaph which is much affected, might be adapted for children, who, having been the terror of the neighbourhoods, go to the land above, where tin cans grow on every tree, and the dogs bark up till the cherubs fasten the same to their tails. Thus it will in future read:— xyxy=(744,206,919,264)
table-cell: Batter xyxy=(196,502,213,510)
divider xyxy=(205,976,359,977)
table-cell: Thompson, b Bidwell xyxy=(13,552,71,560)
verse-line: Willy has climbed the shining stair, xyxy=(758,265,860,274)
table-row xyxy=(195,615,369,623)
bowling-analysis: C.C.C.—Bidwell—67 balls, 3 maidens, 35 runs, 2 wickets. Hamilton—84 balls, 4 maidens, 31 runs, 4 wickets. Rhodes—12 balls, 16 runs. xyxy=(12,654,187,679)
table-cell: Total xyxy=(13,525,27,533)
table-cell: Bidwell, c and b Frith xyxy=(13,443,71,451)
